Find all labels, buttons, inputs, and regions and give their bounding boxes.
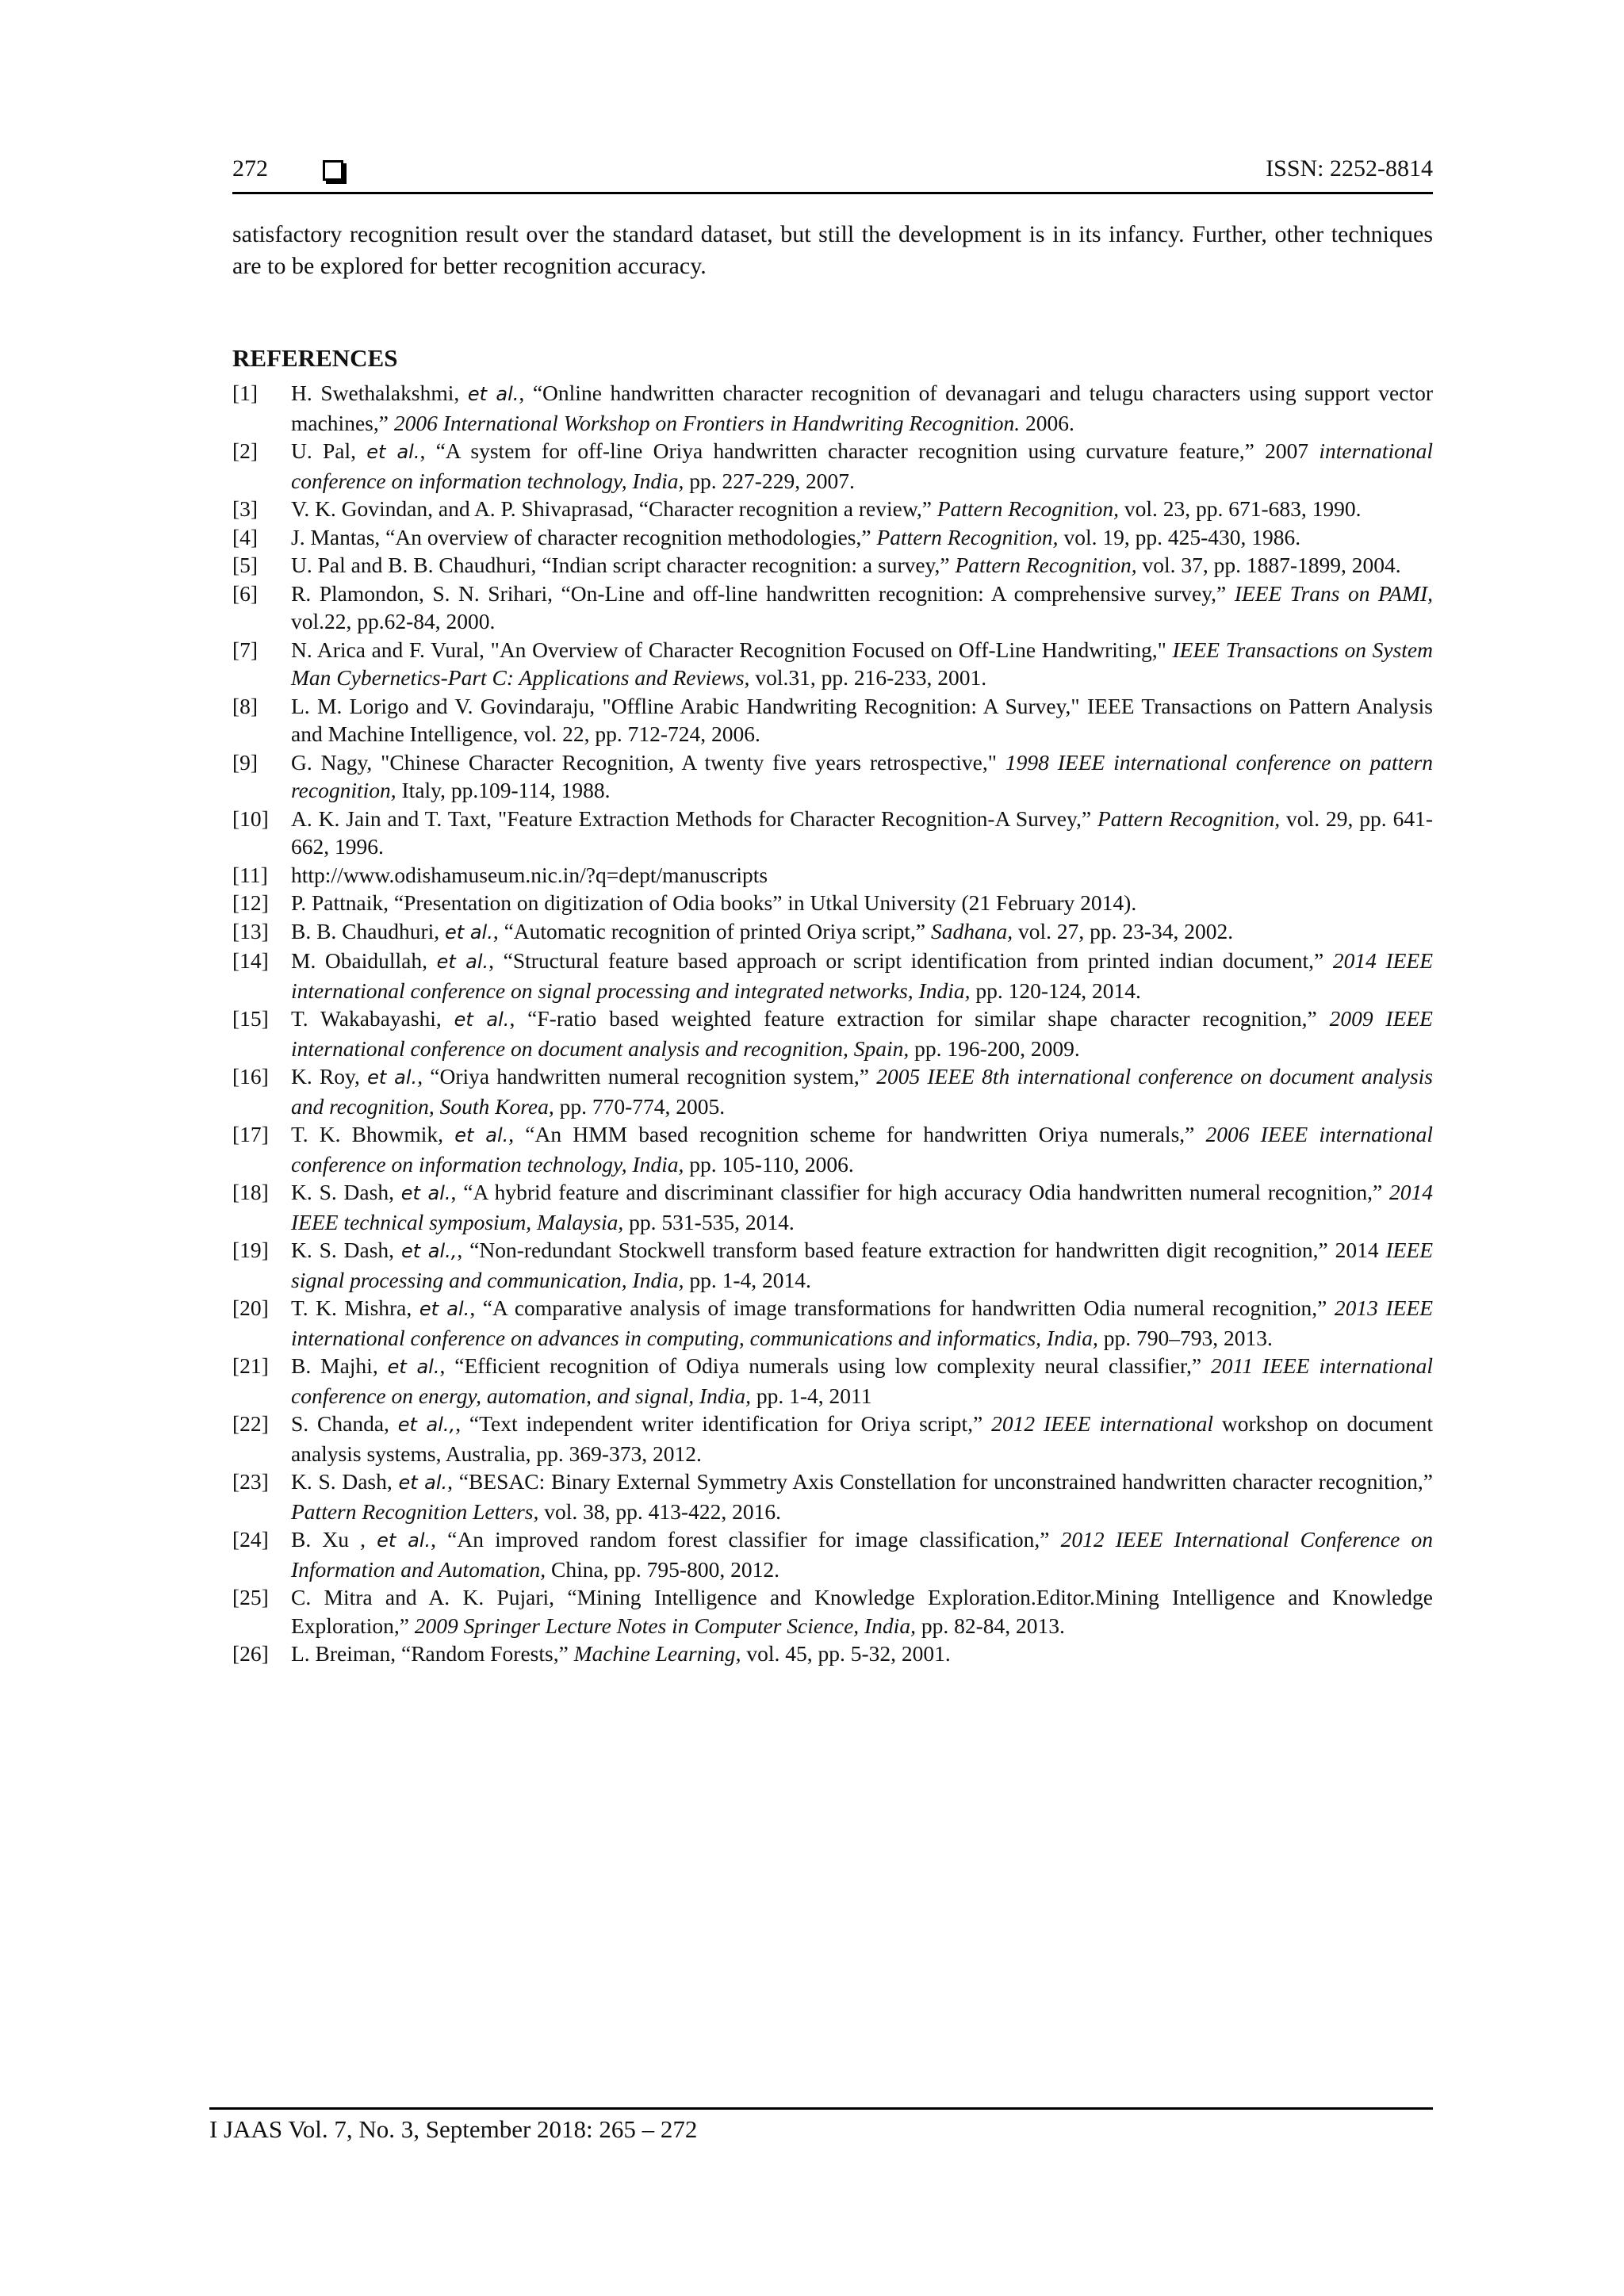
reference-part: K. Roy, <box>291 1064 368 1089</box>
reference-venue: IEEE Transactions on System Man Cybernetics-Part C: Applications and Reviews, <box>291 637 1433 690</box>
journal-footer: I JAAS Vol. 7, No. 3, September 2018: 265 – 272 <box>209 2115 698 2143</box>
reference-venue: Pattern Recognition, <box>936 496 1119 521</box>
reference-number: [18] <box>232 1180 269 1204</box>
reference-item <box>232 1640 1433 1668</box>
reference-text <box>291 1294 1433 1352</box>
reference-venue: 2006 International Workshop on Frontiers in Handwriting Recognition. <box>393 410 1021 435</box>
reference-part: A. K. Jain and T. Taxt, "Feature Extraction Methods for Character Recognition-A Survey,” <box>291 806 1097 831</box>
reference-part: B. Xu , <box>291 1527 377 1552</box>
reference-text <box>291 1120 1433 1178</box>
reference-part: vol. 27, pp. 23-34, 2002. <box>1013 918 1234 943</box>
reference-item <box>232 495 1433 523</box>
footer-rule <box>209 2107 1433 2110</box>
reference-item <box>232 1178 1433 1236</box>
reference-part: pp. 1-4, 2011 <box>750 1383 872 1408</box>
reference-venue: Pattern Recognition, <box>955 553 1137 577</box>
reference-number: [16] <box>232 1064 269 1089</box>
reference-item <box>232 748 1433 805</box>
reference-item <box>232 379 1433 437</box>
reference-item <box>232 437 1433 495</box>
reference-venue: 2009 Springer Lecture Notes in Computer Science, India, <box>414 1613 916 1638</box>
reference-number: [14] <box>232 948 269 973</box>
reference-item <box>232 861 1433 890</box>
reference-part: Italy, pp.109-114, 1988. <box>396 778 611 802</box>
page-number: 272 <box>232 155 268 182</box>
reference-part: pp. 105-110, 2006. <box>684 1151 854 1177</box>
reference-venue: 1998 IEEE international conference on pattern recognition, <box>291 749 1433 802</box>
reference-number: [24] <box>232 1527 269 1552</box>
reference-venue: IEEE Trans on PAMI, <box>1234 580 1433 606</box>
reference-part: workshop on document analysis systems, Australia, pp. 369-373, 2012. <box>291 1411 1433 1466</box>
reference-number: [11] <box>232 862 268 887</box>
reference-text <box>291 889 1433 917</box>
reference-text <box>291 805 1433 861</box>
reference-part: , “A hybrid feature and discriminant classifier for high accuracy Odia handwritten numeral recognition,” <box>450 1180 1389 1204</box>
reference-number: [13] <box>232 918 269 943</box>
reference-text <box>291 1640 1433 1668</box>
reference-item <box>232 1294 1433 1352</box>
reference-part: B. B. Chaudhuri, <box>291 918 446 943</box>
reference-number: [2] <box>232 438 259 463</box>
reference-venue: 2013 IEEE international conference on advances in computing, communications and informatics, India, <box>291 1295 1433 1350</box>
reference-part: vol. 19, pp. 425-430, 1986. <box>1058 524 1301 549</box>
reference-text <box>291 1468 1433 1525</box>
reference-text <box>291 917 1433 947</box>
reference-part: , “An improved random forest classifier for image classification,” <box>431 1527 1061 1552</box>
reference-part: , “Efficient recognition of Odiya numerals using low complexity neural classifier,” <box>439 1353 1212 1378</box>
reference-part: N. Arica and F. Vural, "An Overview of Character Recognition Focused on Off-Line Handwriting," <box>291 637 1173 662</box>
reference-et-al: et al. <box>366 441 420 463</box>
reference-venue: 2006 IEEE international conference on information technology, India, <box>291 1122 1433 1177</box>
reference-text <box>291 1410 1433 1468</box>
references-heading: REFERENCES <box>232 344 398 372</box>
reference-text <box>291 1583 1433 1640</box>
reference-item <box>232 805 1433 861</box>
reference-part: , “Non-redundant Stockwell transform based feature extraction for handwritten digit recognition,” 2014 <box>457 1238 1386 1262</box>
reference-text <box>291 1236 1433 1294</box>
reference-part: pp. 196-200, 2009. <box>909 1035 1080 1061</box>
reference-part: G. Nagy, "Chinese Character Recognition, A twenty five years retrospective," <box>291 749 1005 775</box>
reference-part: C. Mitra and A. K. Pujari, “Mining Intelligence and Knowledge Exploration.Editor.Mining Intelligence and Knowledge Exploration,” <box>291 1585 1433 1638</box>
reference-item <box>232 1004 1433 1062</box>
reference-venue: 2011 IEEE international conference on energy, automation, and signal, India, <box>291 1353 1434 1408</box>
reference-et-al: et al. <box>436 951 489 973</box>
reference-venue: 2009 IEEE international conference on document analysis and recognition, Spain, <box>291 1006 1433 1061</box>
reference-text <box>291 1525 1433 1583</box>
references-list <box>232 379 1433 1668</box>
reference-number: [17] <box>232 1122 269 1146</box>
reference-part: K. S. Dash, <box>291 1238 401 1262</box>
reference-part: L. M. Lorigo and V. Govindaraju, "Offline Arabic Handwriting Recognition: A Survey," IEEE Transactions on Pattern Analysis and Machine Intelligence, vol. 22, pp. 712-724, 2006. <box>291 693 1433 746</box>
reference-et-al: et al. <box>419 1298 470 1320</box>
reference-text <box>291 437 1433 495</box>
reference-et-al: et al., <box>397 1414 456 1436</box>
reference-part: , “An HMM based recognition scheme for handwritten Oriya numerals,” <box>508 1122 1206 1146</box>
reference-number: [26] <box>232 1641 269 1666</box>
reference-part: , “A system for off-line Oriya handwritten character recognition using curvature feature,” 2007 <box>419 438 1320 463</box>
reference-part: K. S. Dash, <box>291 1469 399 1494</box>
reference-number: [22] <box>232 1411 269 1436</box>
reference-venue: Sadhana, <box>930 918 1013 943</box>
reference-text <box>291 636 1433 692</box>
reference-item <box>232 636 1433 692</box>
reference-number: [5] <box>232 553 259 577</box>
reference-part: M. Obaidullah, <box>291 948 437 973</box>
reference-text <box>291 523 1433 552</box>
reference-number: [3] <box>232 496 259 521</box>
reference-part: U. Pal, <box>291 438 367 463</box>
reference-text <box>291 551 1433 580</box>
reference-part: , “BESAC: Binary External Symmetry Axis Constellation for unconstrained handwritten character recognition,” <box>447 1469 1433 1494</box>
reference-venue: Pattern Recognition, <box>876 524 1059 549</box>
reference-number: [10] <box>232 806 269 831</box>
reference-number: [15] <box>232 1006 269 1031</box>
reference-part: pp. 227-229, 2007. <box>684 468 855 493</box>
reference-venue: 2005 IEEE 8th international conference on document analysis and recognition, South Korea, <box>291 1064 1433 1119</box>
reference-part: vol. 29, pp. 641-662, 1996. <box>291 806 1433 859</box>
reference-text <box>291 947 1433 1004</box>
reference-part: L. Breiman, “Random Forests,” <box>291 1641 574 1666</box>
reference-item <box>232 917 1433 947</box>
reference-et-al: et al. <box>454 1008 510 1031</box>
reference-part: vol. 38, pp. 413-422, 2016. <box>538 1498 781 1524</box>
reference-et-al: et al. <box>367 1066 418 1089</box>
reference-part: , “Structural feature based approach or script identification from printed indian document,” <box>488 948 1333 973</box>
reference-item <box>232 580 1433 636</box>
reference-item <box>232 523 1433 552</box>
reference-et-al: et al. <box>400 1182 451 1204</box>
reference-item <box>232 551 1433 580</box>
reference-item <box>232 1583 1433 1640</box>
reference-part: S. Chanda, <box>291 1411 398 1436</box>
reference-part: vol.22, pp.62-84, 2000. <box>291 609 496 633</box>
reference-item <box>232 1525 1433 1583</box>
reference-et-al: et al. <box>387 1356 440 1378</box>
reference-part: vol. 37, pp. 1887-1899, 2004. <box>1136 553 1401 577</box>
reference-text <box>291 1062 1433 1120</box>
reference-part: T. K. Mishra, <box>291 1295 419 1320</box>
reference-venue: Pattern Recognition Letters, <box>291 1498 539 1524</box>
page-header <box>232 155 1433 194</box>
reference-venue: 2014 IEEE international conference on signal processing and integrated networks, India, <box>291 948 1433 1003</box>
reference-part: R. Plamondon, S. N. Srihari, “On-Line and off-line handwritten recognition: A comprehensive survey,” <box>291 580 1235 606</box>
reference-number: [1] <box>232 381 259 405</box>
reference-part: http://www.odishamuseum.nic.in/?q=dept/manuscripts <box>291 862 768 887</box>
reference-part: , “Oriya handwritten numeral recognition system,” <box>417 1064 877 1089</box>
reference-part: , “Text independent writer identification for Oriya script,” <box>455 1411 992 1436</box>
reference-et-al: et al. <box>467 383 519 405</box>
reference-part: , “F-ratio based weighted feature extraction for similar shape character recognition,” <box>509 1006 1330 1031</box>
reference-part: pp. 770-774, 2005. <box>553 1093 726 1119</box>
reference-part: B. Majhi, <box>291 1353 388 1378</box>
reference-part: U. Pal and B. B. Chaudhuri, “Indian script character recognition: a survey,” <box>291 553 956 577</box>
reference-venue: 2012 IEEE international <box>991 1411 1213 1436</box>
reference-part: P. Pattnaik, “Presentation on digitization of Odia books” in Utkal University (21 February 2014). <box>291 890 1137 915</box>
reference-number: [7] <box>232 637 259 662</box>
reference-part: J. Mantas, “An overview of character recognition methodologies,” <box>291 524 877 549</box>
reference-part: T. K. Bhowmik, <box>291 1122 455 1146</box>
reference-part: H. Swethalakshmi, <box>291 381 468 405</box>
reference-et-al: et al. <box>454 1124 509 1146</box>
reference-text <box>291 1004 1433 1062</box>
intro-paragraph: satisfactory recognition result over the standard dataset, but still the development is in its infancy. Further, other techniques are to be explored for better recognition accuracy. <box>232 221 1433 279</box>
reference-item <box>232 1062 1433 1120</box>
reference-et-al: et al. <box>398 1471 448 1494</box>
reference-number: [12] <box>232 890 269 915</box>
reference-item <box>232 889 1433 917</box>
reference-text <box>291 495 1433 523</box>
reference-number: [23] <box>232 1469 269 1494</box>
reference-venue: Pattern Recognition, <box>1097 806 1281 831</box>
reference-part: vol.31, pp. 216-233, 2001. <box>749 665 987 690</box>
reference-item <box>232 1120 1433 1178</box>
reference-number: [19] <box>232 1238 269 1262</box>
reference-venue: 2014 IEEE technical symposium, Malaysia, <box>291 1180 1433 1234</box>
reference-et-al: et al. <box>377 1529 431 1552</box>
reference-text <box>291 748 1433 805</box>
reference-part: T. Wakabayashi, <box>291 1006 454 1031</box>
reference-part: vol. 45, pp. 5-32, 2001. <box>741 1641 951 1666</box>
reference-venue: IEEE signal processing and communication, India, <box>291 1238 1434 1292</box>
reference-part: V. K. Govindan, and A. P. Shivaprasad, “Character recognition a review,” <box>291 496 937 521</box>
reference-part: pp. 790–793, 2013. <box>1097 1325 1273 1350</box>
reference-part: pp. 531-535, 2014. <box>623 1209 795 1234</box>
reference-part: pp. 82-84, 2013. <box>915 1613 1065 1638</box>
reference-item <box>232 1236 1433 1294</box>
reference-et-al: et al., <box>400 1240 458 1262</box>
reference-part: China, pp. 795-800, 2012. <box>546 1556 779 1582</box>
reference-number: [4] <box>232 524 259 549</box>
reference-text <box>291 1178 1433 1236</box>
square-box-icon <box>323 160 343 181</box>
reference-text <box>291 580 1433 636</box>
reference-venue: international conference on information technology, India, <box>291 438 1434 493</box>
reference-text <box>291 379 1433 437</box>
reference-part: K. S. Dash, <box>291 1180 401 1204</box>
reference-number: [25] <box>232 1585 269 1609</box>
reference-et-al: et al. <box>445 920 493 943</box>
reference-number: [9] <box>232 749 259 775</box>
reference-number: [6] <box>232 580 259 606</box>
reference-number: [8] <box>232 693 259 718</box>
reference-number: [21] <box>232 1353 269 1378</box>
reference-part: pp. 120-124, 2014. <box>970 978 1141 1003</box>
reference-venue: 2012 IEEE International Conference on Information and Automation, <box>291 1527 1434 1582</box>
reference-text <box>291 692 1433 748</box>
reference-item <box>232 692 1433 748</box>
reference-venue: Machine Learning, <box>573 1641 741 1666</box>
reference-part: 2006. <box>1020 410 1074 435</box>
reference-item <box>232 1410 1433 1468</box>
reference-part: vol. 23, pp. 671-683, 1990. <box>1118 496 1362 521</box>
reference-number: [20] <box>232 1295 269 1320</box>
reference-item <box>232 1468 1433 1525</box>
reference-part: , “Online handwritten character recognition of devanagari and telugu characters using support vector machines,” <box>291 381 1433 435</box>
reference-text <box>291 861 1433 890</box>
issn-label: ISSN: 2252-8814 <box>1266 155 1433 182</box>
reference-text <box>291 1352 1433 1410</box>
reference-part: pp. 1-4, 2014. <box>684 1267 811 1292</box>
reference-item <box>232 947 1433 1004</box>
reference-part: , “A comparative analysis of image transformations for handwritten Odia numeral recognition,” <box>469 1295 1335 1320</box>
reference-part: , “Automatic recognition of printed Oriya script,” <box>492 918 931 943</box>
reference-item <box>232 1352 1433 1410</box>
